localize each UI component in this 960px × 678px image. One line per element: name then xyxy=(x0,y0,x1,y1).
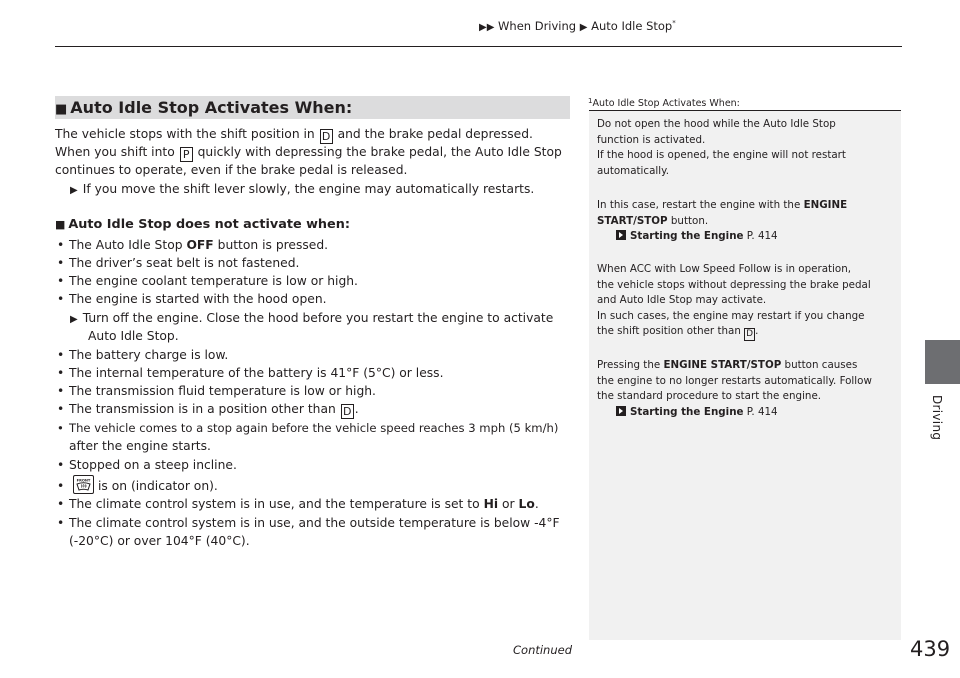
list-item: • The climate control system is in use, and the temperature is set to Hi or Lo. xyxy=(57,497,539,511)
chapter-tab-label: Driving xyxy=(930,395,944,441)
continued-label: Continued xyxy=(513,643,573,657)
square-bullet-icon: ■ xyxy=(55,218,66,231)
shift-key-d: D xyxy=(744,328,755,341)
intro-note xyxy=(70,180,534,200)
note-arrow-icon: ▶ xyxy=(70,185,78,196)
sidebar-divider xyxy=(589,110,901,111)
intro-line-1 xyxy=(55,125,533,144)
shift-key-p: P xyxy=(180,147,193,162)
section-title: Auto Idle Stop Activates When: xyxy=(70,98,353,117)
sidebar-paragraph-1: Do not open the hood while the Auto Idle Stop function is activated. If the hood is opened, the engine will not restart automatically. xyxy=(597,118,846,177)
list-item-cont: (-20°C) or over 104°F (40°C). xyxy=(69,534,250,548)
subsection-title: Auto Idle Stop does not activate when: xyxy=(68,217,350,232)
list-note: ▶ Turn off the engine. Close the hood before you restart the engine to activate xyxy=(70,311,554,325)
page-number: 439 xyxy=(910,637,951,661)
text: The vehicle stops with the shift position in xyxy=(55,127,315,141)
header-divider xyxy=(55,46,902,47)
text: When you shift into xyxy=(55,145,175,159)
page-reference-icon xyxy=(616,406,626,416)
list-item: • The battery charge is low. xyxy=(57,348,229,362)
list-item: • The climate control system is in use, and the outside temperature is below -4°F xyxy=(57,516,560,530)
sidebar-paragraph-3: When ACC with Low Speed Follow is in operation, the vehicle stops without depressing the brake pedal and Auto Idle Stop may activate. In such cases, the engine may restart if you change the shift position other than D . xyxy=(597,263,871,339)
subsection-heading xyxy=(55,217,350,232)
breadcrumb-when-driving[interactable]: When Driving xyxy=(498,19,577,33)
list-item: • Stopped on a steep incline. xyxy=(57,458,237,472)
note-arrow-icon: ▶ xyxy=(70,314,78,325)
sidebar-ref-link-1[interactable]: Starting the Engine P. 414 xyxy=(616,229,778,245)
breadcrumb-mark: * xyxy=(672,19,676,28)
text: and the brake pedal depressed. xyxy=(337,127,533,141)
intro-line-2 xyxy=(55,143,562,162)
sidebar-paragraph-4: Pressing the ENGINE START/STOP button causes the engine to no longer restarts automatically. Follow the standard procedure to start the engine. xyxy=(597,359,872,402)
list-item: • The driver’s seat belt is not fastened. xyxy=(57,256,300,270)
breadcrumb-arrow-icon: ▶ xyxy=(579,22,588,33)
shift-key-d: D xyxy=(320,129,333,144)
breadcrumb xyxy=(479,19,676,33)
svg-text:FRONT: FRONT xyxy=(76,478,91,483)
page-reference-icon xyxy=(616,230,626,240)
breadcrumb-auto-idle-stop[interactable]: Auto Idle Stop xyxy=(591,19,673,33)
sidebar-paragraph-2: In this case, restart the engine with the ENGINE START/STOP button. xyxy=(597,199,848,227)
square-bullet-icon: ■ xyxy=(55,102,68,117)
list-item: • The Auto Idle Stop OFF button is pressed. xyxy=(57,238,329,252)
list-item: • The transmission fluid temperature is low or high. xyxy=(57,384,376,398)
sidebar-ref-link-2[interactable]: Starting the Engine P. 414 xyxy=(616,405,778,421)
chapter-tab[interactable] xyxy=(925,340,960,384)
text: If you move the shift lever slowly, the engine may automatically restarts. xyxy=(82,182,535,196)
list-item: • The engine coolant temperature is low or high. xyxy=(57,274,358,288)
sidebar-note-title: $^1$Auto Idle Stop Activates When: xyxy=(588,97,740,109)
breadcrumb-arrow-icon: ▶▶ xyxy=(479,22,495,33)
section-heading xyxy=(55,96,570,119)
list-item: • The engine is started with the hood open. xyxy=(57,292,327,306)
intro-line-3: continues to operate, even if the brake pedal is released. xyxy=(55,163,408,177)
list-item: • The internal temperature of the battery is 41°F (5°C) or less. xyxy=(57,366,444,380)
text: quickly with depressing the brake pedal, the Auto Idle Stop xyxy=(197,145,562,159)
list-item: • FRONT is on (indicator on). xyxy=(57,475,218,495)
front-defroster-icon xyxy=(73,475,94,494)
shift-key-d: D xyxy=(341,404,354,419)
list-item-cont: after the engine starts. xyxy=(69,439,211,453)
list-note-cont: Auto Idle Stop. xyxy=(88,329,179,343)
list-item: • The vehicle comes to a stop again before the vehicle speed reaches 3 mph (5 km/h) xyxy=(57,421,559,435)
list-item: • The transmission is in a position other than D . xyxy=(57,402,359,418)
